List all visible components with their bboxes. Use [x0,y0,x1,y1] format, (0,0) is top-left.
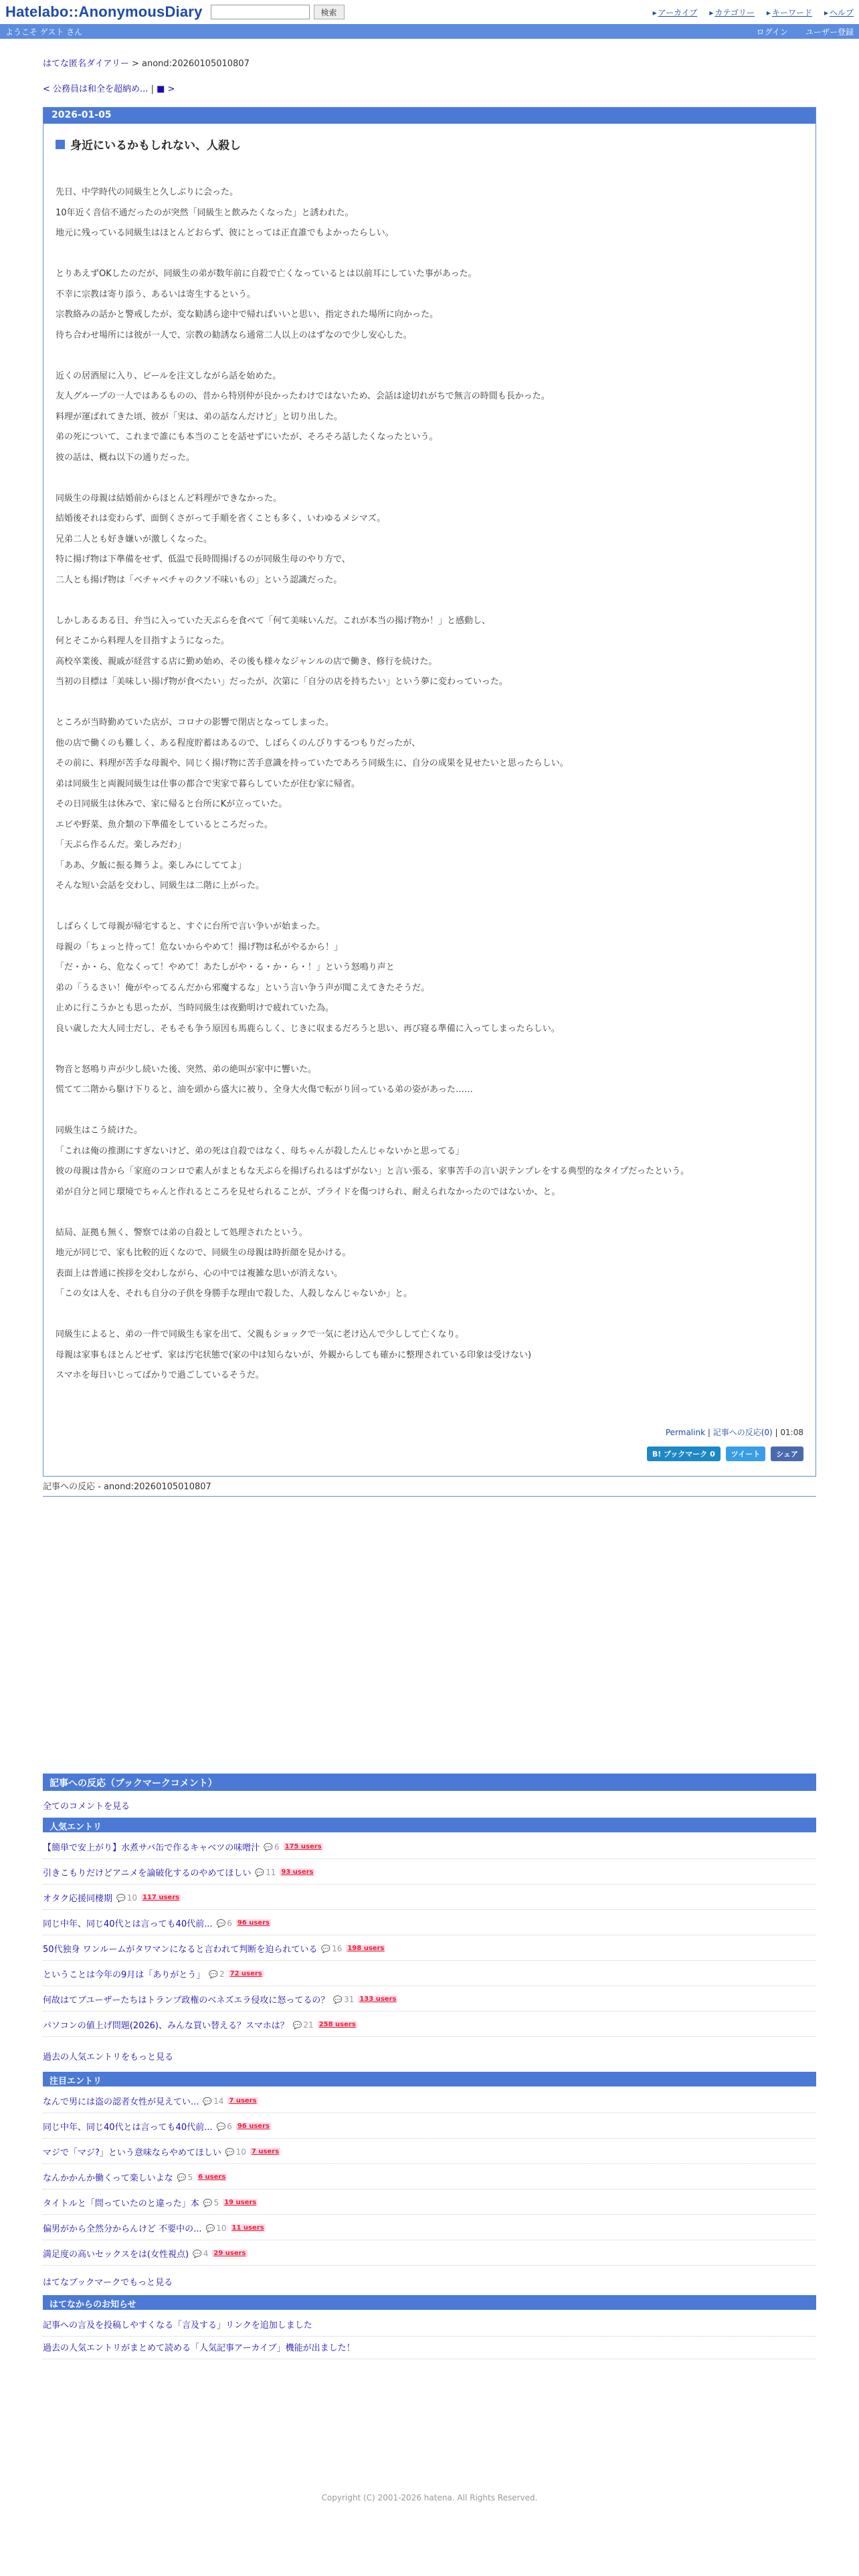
breadcrumb-sep: > [128,59,142,69]
entry-title-link[interactable]: なんかかんか働くって楽しいよな [43,2173,173,2183]
bookmark-users-badge[interactable]: 7 users [251,2148,280,2155]
reaction-link[interactable]: 記事への反応(0) [712,1428,773,1437]
entry-title-link[interactable]: 引きこもりだけどアニメを論破化するのやめてほしい [43,1868,252,1879]
entry-row [43,2145,816,2164]
comment-count: 💬 21 [293,2020,314,2030]
comment-count: 💬 10 [116,1893,137,1903]
entry-title-link[interactable]: タイトルと「問っていたのと違った」本 [43,2199,199,2209]
body-line: 弟の死について、これまで誰にも本当のことを話せずにいたが、そろそろ話したくなったという。 [56,432,438,442]
bookmark-users-badge[interactable]: 117 users [142,1894,180,1901]
bookmark-users-badge[interactable]: 133 users [359,1996,397,2003]
body-line: 弟が自分と同じ環境でちゃんと作れるところを見せられることが、プライドを傷つけられ、耐えられなかったのではないか、と。 [56,1186,561,1197]
entry-row [43,1942,816,1961]
entry-title-link[interactable]: 同じ中年、同じ40代とは言っても40代前... [43,2123,213,2133]
body-line: 宗教絡みの話かと警戒したが、変な勧誘ら途中で帰ればいいと思い、指定された場所に向かった。 [56,310,439,320]
tweet-button[interactable]: ツイート [726,1446,765,1461]
body-line: 母親は家事もほとんどせず、家は汚宅状態で(家の中は知らないが、外観からしても確かに整理されている印象は受けない) [56,1350,532,1360]
body-line: 10年近く音信不通だったのが突然「同級生と飲みたくなった」と誘われた。 [56,207,354,218]
body-line: 結婚後それは変わらず、面倒くさがって手順を省くことも多く、いわゆるメシマズ。 [56,514,386,524]
title-square-icon [56,140,65,149]
site-logo[interactable]: Hatelabo::AnonymousDiary [5,3,203,20]
body-line: ところが当時勤めていた店が、コロナの影響で閉店となってしまった。 [56,718,335,728]
diary-day [43,107,816,1477]
body-blank-line [56,346,798,366]
entry-title-link[interactable]: 同じ中年、同じ40代とは言っても40代前... [43,1919,213,1929]
next-entry-link[interactable]: ■ > [157,84,175,94]
bookmark-users-badge[interactable]: 29 users [213,2250,246,2257]
body-line: その前に、料理が苦手な母親や、同じく揚げ物に苦手意識を持っていたであろう同級生に、自分の成果を見せたいと思ったらしい。 [56,758,569,768]
comment-count: 💬 4 [193,2249,208,2258]
entry-title [56,136,816,152]
pager-sep: | [148,84,157,94]
body-line: 兄弟二人とも好き嫌いが激しくなった。 [56,534,213,544]
body-blank-line [56,1202,798,1223]
body-line: その日同級生は休みで、家に帰ると台所にKが立っていた。 [56,799,288,809]
prev-entry-link[interactable]: < 公務員は和全を超納め... [43,84,149,94]
nav-archive[interactable]: ▸ アーカイブ [653,7,698,18]
body-line: 「ああ、夕飯に振る舞うよ。楽しみにしててよ」 [56,860,247,871]
bookmark-users-badge[interactable]: 72 users [229,1970,262,1977]
body-blank-line [56,693,798,714]
body-line: 止めに行こうかとも思ったが、当時同級生は夜勤明けで疲れていた為。 [56,1003,335,1013]
breadcrumb-current: anond:20260105010807 [142,59,250,69]
body-line: 同級生の母親は結婚前からほとんど料理ができなかった。 [56,493,282,504]
body-line: スマホを毎日いじってばかりで過ごしているそうだ。 [56,1370,264,1380]
entry-row [43,2120,816,2139]
body-blank-line [56,897,798,918]
nav-keyword[interactable]: ▸ キーワード [767,7,812,18]
all-comments-link[interactable]: 全てのコメントを見る [43,1802,130,1812]
body-line: しばらくして母親が帰宅すると、すぐに台所で言い争いが始まった。 [56,922,326,932]
news-link[interactable]: 記事への言及を投稿しやすくなる「言及する」リンクを追加しました [43,2321,312,2331]
comment-count: 💬 11 [255,1868,276,1877]
entry-row [43,1993,816,2012]
popular-header: 人気エントリ [43,1818,816,1832]
body-blank-line [56,1039,798,1060]
reaction-label: 記事への反応 - anond:20260105010807 [43,1479,816,1497]
top-nav [653,7,854,18]
bookmark-users-badge[interactable]: 258 users [318,2021,356,2028]
comment-count: 💬 16 [321,1944,342,1953]
breadcrumb [43,56,816,69]
body-line: 同級生はこう続けた。 [56,1125,143,1136]
body-line: 弟は同級生と両親同級生は仕事の都合で実家で暮らしていたが住む家に帰省。 [56,778,361,789]
body-line: 近くの居酒屋に入り、ビールを注文しながら話を始めた。 [56,370,282,381]
entry-row [43,1840,816,1859]
body-line: 二人とも揚げ物は「ベチャベチャのクソ不味いもの」という認識だった。 [56,574,343,585]
entry-footer [666,1426,803,1438]
body-line: 友人グループの一人ではあるものの、昔から特別仲が良かったわけではないため、会話は途切れがちで無言の時間も長かった。 [56,391,550,401]
permalink-link[interactable]: Permalink [665,1428,706,1437]
notable-more-link[interactable]: はてなブックマークでもっと見る [43,2278,173,2288]
entry-row [43,2018,816,2037]
bookmark-comments-header: 記事への反応（ブックマークコメント） [43,1774,816,1791]
day-date: 2026-01-05 [43,108,816,124]
breadcrumb-home[interactable]: はてな匿名ダイアリー [43,59,129,69]
entry-row [43,1866,816,1885]
comment-count: 💬 6 [216,1919,231,1928]
bookmark-users-badge[interactable]: 198 users [347,1945,385,1952]
entry-row [43,2095,816,2113]
bookmark-users-badge[interactable]: 11 users [231,2224,264,2232]
news-row [43,2341,816,2359]
entry-body [56,183,798,1386]
body-line: 彼の母親は昔から「家庭のコンロで素人がまともな天ぷらを揚げられるはずがない」と言い張る、家事苦手の言い訳テンプレをする典型的なタイプだったという。 [56,1166,690,1176]
body-blank-line [56,1101,798,1121]
comment-count: 💬 5 [203,2198,219,2208]
top-bar [0,0,859,24]
comment-count: 💬 6 [264,1842,279,1852]
entry-title-link[interactable]: 偏男がから全然分からんけど 不要中の... [43,2224,202,2234]
body-blank-line [56,468,798,489]
entry-row [43,1917,816,1935]
body-line: 特に揚げ物は下準備をせず、低温で長時間揚げるのが同級生母のやり方で、 [56,554,351,564]
entry-row [43,2247,816,2266]
body-blank-line [56,244,798,265]
body-line: 当初の目標は「美味しい揚げ物が食べたい」だったが、次第に「自分の店を持ちたい」という夢に変わっていった。 [56,677,508,687]
body-line: エビや野菜、魚介類の下準備をしているところだった。 [56,819,274,830]
entry-title-link[interactable]: オタク応援同棲期 [43,1894,113,1904]
body-line: 地元に残っている同級生はほとんどおらず、彼にとっては正直誰でもよかったらしい。 [56,228,394,238]
bookmark-users-badge[interactable]: 7 users [229,2097,257,2105]
body-line: 良い歳した大人同士だし、そもそも争う原因も馬鹿らしく、じきに収まるだろうと思い、再び寝る準備に入ってしまったらしい。 [56,1023,560,1034]
body-line: 結局、証拠も無く、警察では弟の自殺として処理されたという。 [56,1227,308,1238]
body-line: 「天ぷら作るんだ。楽しみだわ」 [56,840,187,850]
comment-count: 💬 6 [216,2122,231,2131]
news-link[interactable]: 過去の人気エントリがまとめて読める「人気記事アーカイブ」機能が出ました！ [43,2343,355,2353]
comment-count: 💬 10 [206,2224,227,2233]
entry-title-link[interactable]: なんで男には盗の認者女性が見えてい... [43,2097,199,2107]
pager [43,82,816,94]
bookmark-users-badge[interactable]: 175 users [284,1843,322,1850]
register-link[interactable]: ユーザー登録 [805,27,854,37]
notable-header: 注目エントリ [43,2072,816,2086]
popular-more-link[interactable]: 過去の人気エントリをもっと見る [43,2052,174,2062]
body-blank-line [56,591,798,611]
comment-count: 💬 10 [225,2147,246,2157]
body-line: 料理が運ばれてきた頃、彼が「実は、弟の話なんだけど」と切り出した。 [56,411,343,422]
body-line: そんな短い会話を交わし、同級生は二階に上がった。 [56,881,265,891]
footer-sep: | [707,1428,713,1437]
body-line: 彼の話は、概ね以下の通りだった。 [56,452,195,463]
login-link[interactable]: ログイン [756,27,788,37]
body-line: 母親の「ちょっと待って！危ないからやめて！揚げ物は私がやるから！」 [56,942,343,952]
user-bar [0,24,859,39]
search-button[interactable]: 検索 [314,5,345,19]
entry-title-text[interactable]: 身近にいるかもしれない、人殺し [70,139,241,152]
search-input[interactable] [211,5,310,19]
body-line: 「これは俺の推測にすぎないけど、弟の死は自殺ではなく、母ちゃんが殺したんじゃないかと思ってる」 [56,1146,464,1156]
bookmark-users-badge[interactable]: 19 users [224,2199,257,2206]
body-line: 「この女は人を、それも自分の子供を身勝手な理由で殺した、人殺しなんじゃないか」と。 [56,1289,413,1299]
body-line: 慌てて二階から駆け下りると、油を頭から盛大に被り、全身大火傷で転がり回っている弟の姿があった…… [56,1085,473,1095]
hatena-bookmark-button[interactable]: B! ブックマーク 0 [647,1446,721,1461]
body-line: 待ち合わせ場所には彼が一人で、宗教の勧誘なら通常二人以上のはずなので少し安心した。 [56,330,412,340]
body-line: 同級生によると、弟の一件で同級生も家を出て、父親もショックで一気に老け込んで少しして亡くなり。 [56,1329,464,1339]
entry-row [43,2171,816,2189]
body-line: 高校卒業後、親戚が経営する店に勤め始め、その後も様々なジャンルの店で働き、修行を続けた。 [56,656,438,667]
footer-sep: | [775,1428,781,1437]
welcome-text: ようこそ ゲスト さん [5,27,83,37]
body-line: しかしあるある日、弁当に入っていた天ぷらを食べて「何て美味いんだ。これが本当の揚げ物か！」と感動し、 [56,615,491,626]
bookmark-users-badge[interactable]: 96 users [237,2123,270,2130]
entry-row [43,1967,816,1986]
entry-title-link[interactable]: ということは今年の9月は「ありがとう」 [43,1970,205,1980]
body-line: 弟の「うるさい！俺がやってるんだから邪魔するな」という言い争う声が聞こえてきたそうだ。 [56,982,430,993]
news-header: はてなからのお知らせ [43,2295,816,2310]
comment-count: 💬 5 [177,2173,193,2182]
entry-row [43,1891,816,1910]
comment-count: 💬 14 [203,2097,223,2106]
body-line: 何とそこから料理人を目指すようになった。 [56,636,230,646]
body-line: 不幸に宗教は寄り添う、あるいは寄生するという。 [56,289,256,300]
entry-row [43,2222,816,2240]
body-line: 先日、中学時代の同級生と久しぶりに会った。 [56,187,239,197]
entry-time: 01:08 [780,1428,803,1437]
body-line: とりあえずOKしたのだが、同級生の弟が数年前に自殺で亡くなっているとは以前耳にしていた事があった。 [56,269,477,279]
body-line: 他の店で働くのも難しく、ある程度貯蓄はあるので、しばらくのんびりするつもりだったが、 [56,738,421,748]
entry-title-link[interactable]: 満足度の高いセックスをは(女性視点) [43,2250,189,2260]
entry-title-link[interactable]: 【簡単で安上がり】水煮サバ缶で作るキャベツの味噌汁 [43,1843,260,1853]
bookmark-users-badge[interactable]: 93 users [281,1868,314,1876]
body-line: 物音と怒鳴り声が少し続いた後、突然、弟の絶叫が家中に響いた。 [56,1064,317,1075]
comment-count: 💬 31 [333,1995,354,2004]
entry-title-link[interactable]: 50代独身 ワンルームがタワマンになると言われて判断を迫られている [43,1945,318,1955]
body-line: 「だ・か・ら、危なくって！やめて！あたしがや・る・か・ら・！」という怒鳴り声と [56,962,395,972]
body-line: 表面上は普通に挨拶を交わしながら、心の中では複雑な思いが消えない。 [56,1268,343,1279]
bookmark-users-badge[interactable]: 6 users [198,2173,226,2181]
facebook-share-button[interactable]: シェア [771,1446,803,1461]
nav-help[interactable]: ▸ ヘルプ [824,7,854,18]
entry-row [43,2196,816,2215]
entry-title-link[interactable]: マジで「マジ?」という意味ならやめてほしい [43,2148,221,2158]
news-row [43,2318,816,2337]
entry-title-link[interactable]: 何故はてブユーザーたちはトランプ政権のベネズエラ侵攻に怒ってるの？ [43,1996,330,2006]
body-blank-line [56,1305,798,1325]
entry-title-link[interactable]: パソコンの値上げ問題(2026)、みんな買い替える？スマホは？ [43,2021,289,2031]
comment-count: 💬 2 [209,1969,224,1979]
copyright: Copyright (C) 2001-2026 hatena. All Rights Reserved. [321,2493,538,2502]
body-line: 地元が同じで、家も比較的近くなので、同級生の母親は時折顔を見かける。 [56,1248,351,1258]
nav-category[interactable]: ▸ カテゴリー [709,7,755,18]
share-buttons [647,1446,803,1461]
bookmark-users-badge[interactable]: 96 users [237,1919,270,1927]
